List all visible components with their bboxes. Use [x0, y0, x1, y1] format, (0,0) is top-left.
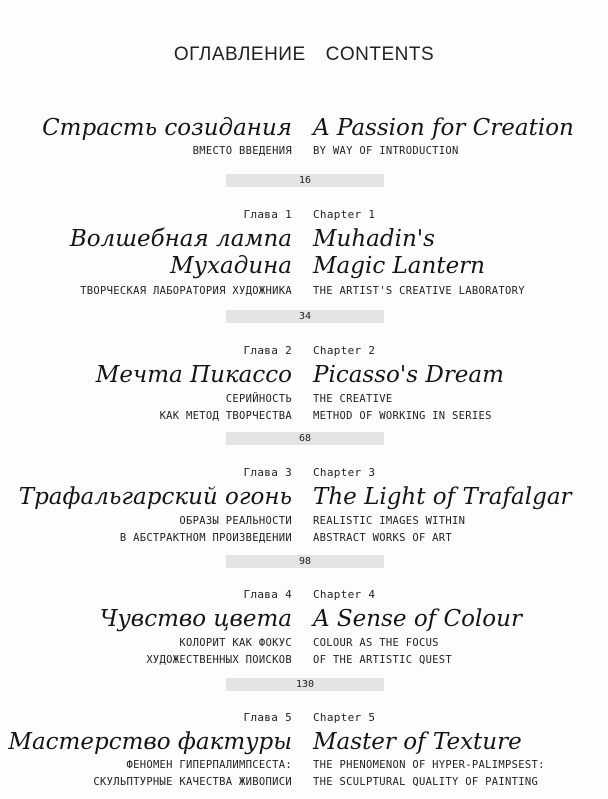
chapter-subtitle-en: THE SCULPTURAL QUALITY OF PAINTING [313, 776, 539, 788]
chapter-subtitle-en: THE CREATIVE [313, 393, 393, 405]
chapter-label-en: Chapter 4 [313, 588, 376, 601]
chapter-title-en: Master of Texture [313, 729, 522, 755]
chapter-subtitle-en: REALISTIC IMAGES WITHIN [313, 515, 466, 527]
chapter-title-en: A Sense of Colour [313, 606, 522, 632]
heading-en: CONTENTS [325, 44, 435, 65]
page-number-bar: 98 [226, 555, 384, 568]
page-number-bar: 130 [226, 678, 384, 691]
page-number-bar: 68 [226, 432, 384, 445]
intro-left [42, 116, 292, 160]
chapter-label-ru: Глава 3 [243, 466, 292, 479]
chapter-title-en: Magic Lantern [313, 253, 485, 279]
chapter-subtitle-ru: ФЕНОМЕН ГИПЕРПАЛИМПСЕСТА: [126, 759, 292, 771]
chapter-subtitle-ru: ХУДОЖЕСТВЕННЫХ ПОИСКОВ [146, 654, 292, 666]
chapter-subtitle-ru: ОБРАЗЫ РЕАЛЬНОСТИ [179, 515, 292, 527]
chapter-title-en: The Light of Trafalgar [313, 484, 572, 510]
chapter-title-ru: Чувство цвета [99, 606, 292, 632]
chapter-label-ru: Глава 1 [243, 208, 292, 221]
chapter-subtitle-ru: КОЛОРИТ КАК ФОКУС [179, 637, 292, 649]
intro-right [313, 116, 574, 160]
chapter-5-right [313, 711, 545, 791]
chapter-subtitle-ru: В АБСТРАКТНОМ ПРОИЗВЕДЕНИИ [119, 532, 292, 544]
chapter-subtitle-en: METHOD OF WORKING IN SERIES [313, 410, 492, 422]
chapter-subtitle-en: ABSTRACT WORKS OF ART [313, 532, 453, 544]
chapter-label-en: Chapter 2 [313, 344, 376, 357]
chapter-1-left [70, 208, 292, 300]
chapter-subtitle-en: OF THE ARTISTIC QUEST [313, 654, 453, 666]
chapter-label-ru: Глава 5 [243, 711, 292, 724]
chapter-4-left [100, 588, 292, 669]
chapter-title-ru: Волшебная лампа [69, 226, 292, 252]
chapter-1-right [313, 208, 525, 300]
chapter-title-en: Picasso's Dream [313, 362, 504, 388]
chapter-subtitle-en: THE PHENOMENON OF HYPER-PALIMPSEST: [313, 759, 545, 771]
chapter-subtitle-en: THE ARTIST'S CREATIVE LABORATORY [313, 285, 525, 297]
intro-subtitle-ru: ВМЕСТО ВВЕДЕНИЯ [192, 145, 292, 157]
chapter-3-right [313, 466, 572, 547]
chapter-title-ru: Мастерство фактуры [8, 729, 292, 755]
chapter-subtitle-en: COLOUR AS THE FOCUS [313, 637, 439, 649]
contents-heading [0, 44, 608, 66]
intro-title-en: A Passion for Creation [313, 115, 574, 141]
chapter-title-ru: Трафальгарский огонь [18, 484, 292, 510]
page-number-bar: 16 [226, 174, 384, 187]
intro-subtitle-en: BY WAY OF INTRODUCTION [313, 145, 459, 157]
chapter-label-en: Chapter 3 [313, 466, 376, 479]
chapter-label-en: Chapter 5 [313, 711, 376, 724]
chapter-title-ru: Мечта Пикассо [95, 362, 292, 388]
intro-title-ru: Страсть созидания [42, 115, 292, 141]
page-number-bar: 34 [226, 310, 384, 323]
chapter-subtitle-ru: СЕРИЙНОСТЬ [225, 393, 292, 405]
chapter-label-ru: Глава 2 [243, 344, 292, 357]
chapter-3-left [19, 466, 292, 547]
chapter-2-left [96, 344, 292, 425]
chapter-title-en: Muhadin's [313, 226, 435, 252]
heading-ru: ОГЛАВЛЕНИЕ [173, 44, 306, 65]
chapter-2-right [313, 344, 504, 425]
chapter-subtitle-ru: ТВОРЧЕСКАЯ ЛАБОРАТОРИЯ ХУДОЖНИКА [80, 285, 292, 297]
chapter-5-left [8, 711, 292, 791]
chapter-4-right [313, 588, 522, 669]
chapter-label-ru: Глава 4 [243, 588, 292, 601]
chapter-subtitle-ru: СКУЛЬПТУРНЫЕ КАЧЕСТВА ЖИВОПИСИ [93, 776, 292, 788]
chapter-title-ru: Мухадина [170, 253, 292, 279]
chapter-label-en: Chapter 1 [313, 208, 376, 221]
chapter-subtitle-ru: КАК МЕТОД ТВОРЧЕСТВА [159, 410, 292, 422]
